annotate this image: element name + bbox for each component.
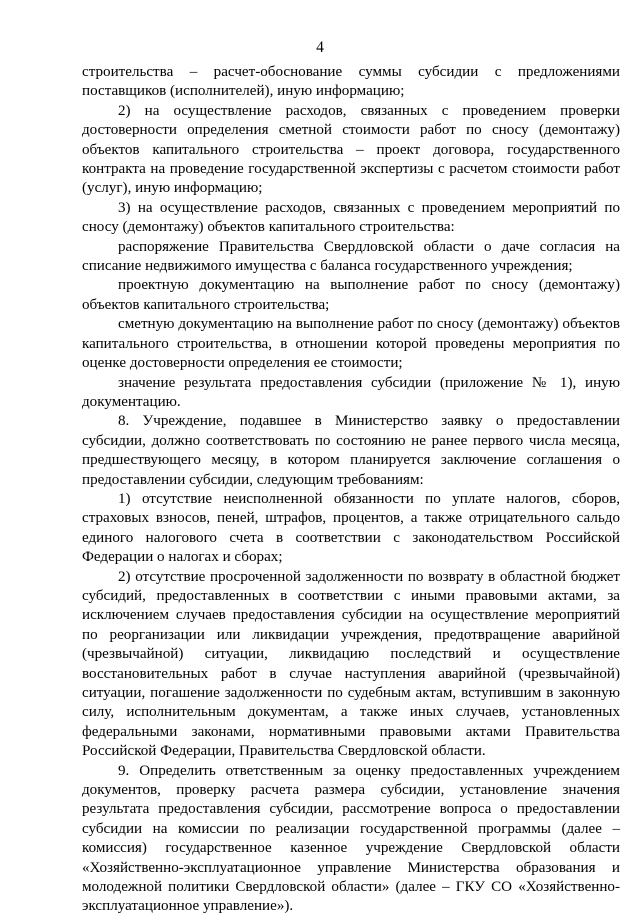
paragraph-2: 2) на осуществление расходов, связанных с проведением проверки достоверности определения сметной стоимости работ по сносу (демонтажу) объектов капитального строительства – проект договора, государственного контракта на проведение государственной экспертизы с расчетом стоимости работ (услуг), иную информацию; <box>82 102 620 197</box>
paragraph-5: проектную документацию на выполнение работ по сносу (демонтажу) объектов капитального строительства; <box>82 277 620 313</box>
page-number: 4 <box>316 39 324 56</box>
paragraph-7: значение результата предоставления субсидии (приложение № 1), иную документацию. <box>82 374 620 410</box>
paragraph-4: распоряжение Правительства Свердловской области о даче согласия на списание недвижимого имущества с баланса государственного учреждения; <box>82 238 620 275</box>
paragraph-11: 9. Определить ответственным за оценку предоставленных учреждением документов, проверку расчета размера субсидии, установление значения результата предоставления субсидии, рассмотрение вопроса о предоставлении субсидии на комиссии по реализации государственной программы (далее – комиссия) государственное казенное учреждение Свердловской области «Хозяйственно-эксплуатационное управление Министерства образования и молодежной политики Свердловской области» (далее – ГКУ СО «Хозяйственно-эксплуатационное управление»). <box>82 762 620 915</box>
paragraph-6: сметную документацию на выполнение работ по сносу (демонтажу) объектов капитального строительства, в отношении которой проведены мероприятия по оценке достоверности определения ее стоимости; <box>82 316 620 372</box>
paragraph-9: 1) отсутствие неисполненной обязанности по уплате налогов, сборов, страховых взносов, пеней, штрафов, процентов, а также отрицательного сальдо единого налогового счета в соответствии с законодательством Российской Федерации о налогах и сборах; <box>82 490 620 566</box>
paragraph-3: 3) на осуществление расходов, связанных с проведением мероприятий по сносу (демонтажу) объектов капитального строительства: <box>82 199 620 236</box>
paragraph-10: 2) отсутствие просроченной задолженности по возврату в областной бюджет субсидий, предоставленных в соответствии с иными правовыми актами, за исключением случаев предоставления субсидии на осуществление мероприятий по реорганизации или ликвидации учреждения, предотвращение аварийной (чрезвычайной) ситуации, ликвидацию последствий и осуществление восстановительных работ в случае наступления аварийной (чрезвычайной) ситуации, погашение задолженности по судебным актам, вступившим в законную силу, исполнительным документам, а также иных случаев, установленных федеральными законами, нормативными правовыми актами Правительства Российской Федерации, Правительства Свердловской области. <box>82 568 620 760</box>
document-body <box>82 63 620 917</box>
paragraph-1: строительства – расчет-обоснование суммы субсидии с предложениями поставщиков (исполнителей), иную информацию; <box>82 64 620 100</box>
paragraph-8: 8. Учреждение, подавшее в Министерство заявку о предоставлении субсидии, должно соответствовать по состоянию не ранее первого числа месяца, предшествующего месяцу, в котором планируется заключение соглашения о предоставлении субсидии, следующим требованиям: <box>82 413 620 488</box>
